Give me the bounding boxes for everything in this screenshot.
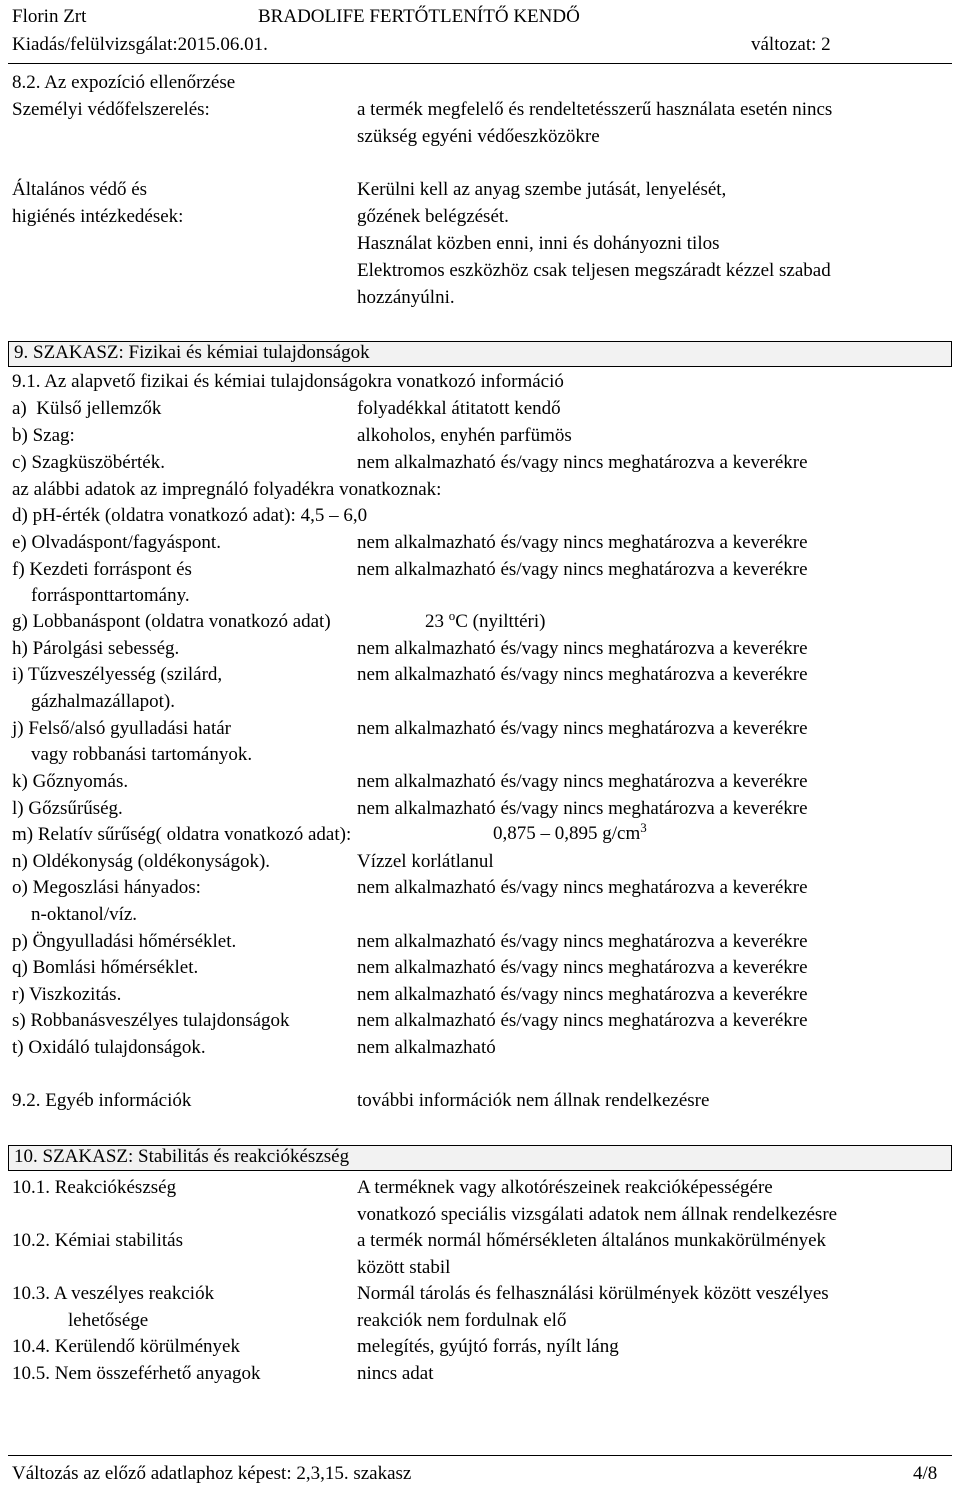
ppe-value-2: szükség egyéni védőeszközökre xyxy=(357,126,600,147)
s102-value-2: között stabil xyxy=(357,1257,451,1278)
hygiene-value-4: Elektromos eszközhöz csak teljesen megszáradt kézzel szabad xyxy=(357,260,831,281)
property-value: alkoholos, enyhén parfümös xyxy=(357,425,572,446)
property-label: p) Öngyulladási hőmérséklet. xyxy=(12,931,237,952)
header-divider xyxy=(8,63,952,64)
s104-value: melegítés, gyújtó forrás, nyílt láng xyxy=(357,1336,619,1357)
property-label: c) Szagküszöbérték. xyxy=(12,452,165,473)
property-value: nem alkalmazható és/vagy nincs meghatározva a keverékre xyxy=(357,664,808,685)
property-label: n) Oldékonyság (oldékonyságok). xyxy=(12,851,271,872)
property-value: nem alkalmazható és/vagy nincs meghatározva a keverékre xyxy=(357,559,808,580)
s103-value-1: Normál tárolás és felhasználási körülmények között veszélyes xyxy=(357,1283,829,1304)
s101-value-2: vonatkozó speciális vizsgálati adatok nem állnak rendelkezésre xyxy=(357,1204,838,1225)
property-label: r) Viszkozitás. xyxy=(12,984,122,1005)
property-label: i) Tűzveszélyesség (szilárd, xyxy=(12,664,223,685)
ppe-label: Személyi védőfelszerelés: xyxy=(12,99,210,120)
property-label: a) Külső jellemzők xyxy=(12,398,162,419)
s101-label: 10.1. Reakciókészség xyxy=(12,1177,177,1198)
property-label: k) Gőznyomás. xyxy=(12,771,129,792)
property-label: m) Relatív sűrűség( oldatra vonatkozó adat): xyxy=(12,824,352,845)
density-value: 0,875 – 0,895 $g/cm^3$ xyxy=(493,820,647,844)
hygiene-value-3: Használat közben enni, inni és dohányozni tilos xyxy=(357,233,720,254)
s102-label: 10.2. Kémiai stabilitás xyxy=(12,1230,183,1251)
property-label: vagy robbanási tartományok. xyxy=(12,744,253,765)
hygiene-value-2: gőzének belégzését. xyxy=(357,206,509,227)
property-value: nem alkalmazható és/vagy nincs meghatározva a keverékre xyxy=(357,638,808,659)
page-number: 4/8 xyxy=(913,1463,938,1484)
s91-subtitle: 9.1. Az alapvető fizikai és kémiai tulajdonságokra vonatkozó információ xyxy=(12,371,564,392)
s103-label-1: 10.3. A veszélyes reakciók xyxy=(12,1283,215,1304)
change-note: Változás az előző adatlaphoz képest: 2,3,15. szakasz xyxy=(12,1463,412,1484)
property-value: folyadékkal átitatott kendő xyxy=(357,398,561,419)
section-9-header xyxy=(8,341,952,367)
s105-label: 10.5. Nem összeférhető anyagok xyxy=(12,1363,261,1384)
s105-value: nincs adat xyxy=(357,1363,434,1384)
hygiene-label-2: higiénés intézkedések: xyxy=(12,206,184,227)
property-label: h) Párolgási sebesség. xyxy=(12,638,180,659)
property-value: nem alkalmazható és/vagy nincs meghatározva a keverékre xyxy=(357,532,808,553)
property-value: nem alkalmazható és/vagy nincs meghatározva a keverékre xyxy=(357,984,808,1005)
property-label: t) Oxidáló tulajdonságok. xyxy=(12,1037,206,1058)
company-name: Florin Zrt xyxy=(12,6,87,27)
hygiene-value-1: Kerülni kell az anyag szembe jutását, lenyelését, xyxy=(357,179,727,200)
s101-value-1: A terméknek vagy alkotórészeinek reakcióképességére xyxy=(357,1177,773,1198)
property-value: nem alkalmazható xyxy=(357,1037,496,1058)
flash-point-value: 23 $^o$C (nyilttéri) xyxy=(425,608,546,632)
property-label: j) Felső/alsó gyulladási határ xyxy=(12,718,231,739)
version: változat: 2 xyxy=(751,34,831,55)
property-label: l) Gőzsűrűség. xyxy=(12,798,123,819)
property-value: nem alkalmazható és/vagy nincs meghatározva a keverékre xyxy=(357,931,808,952)
property-value: nem alkalmazható és/vagy nincs meghatározva a keverékre xyxy=(357,452,808,473)
footer-divider xyxy=(8,1455,952,1456)
property-value: nem alkalmazható és/vagy nincs meghatározva a keverékre xyxy=(357,1010,808,1031)
property-label: f) Kezdeti forráspont és xyxy=(12,559,192,580)
property-label: b) Szag: xyxy=(12,425,75,446)
hygiene-value-5: hozzányúlni. xyxy=(357,287,455,308)
hygiene-label-1: Általános védő és xyxy=(12,179,148,200)
section-10-title: 10. SZAKASZ: Stabilitás és reakciókészség xyxy=(14,1146,350,1167)
property-label: forrásponttartomány. xyxy=(12,585,190,606)
property-value: nem alkalmazható és/vagy nincs meghatározva a keverékre xyxy=(357,771,808,792)
s102-value-1: a termék normál hőmérsékleten általános munkakörülmények xyxy=(357,1230,827,1251)
property-label: n-oktanol/víz. xyxy=(12,904,138,925)
property-label: d) pH-érték (oldatra vonatkozó adat): 4,5 – 6,0 xyxy=(12,505,368,526)
property-label: o) Megoszlási hányados: xyxy=(12,877,201,898)
section-10-header xyxy=(8,1145,952,1171)
density-exponent: 3 xyxy=(640,820,647,835)
property-value: Vízzel korlátlanul xyxy=(357,851,494,872)
property-label: az alábbi adatok az impregnáló folyadékra vonatkoznak: xyxy=(12,479,442,500)
product-name: BRADOLIFE FERTŐTLENÍTŐ KENDŐ xyxy=(258,6,580,27)
s104-label: 10.4. Kerülendő körülmények xyxy=(12,1336,240,1357)
s103-label-2: lehetősége xyxy=(68,1310,149,1331)
property-label: q) Bomlási hőmérséklet. xyxy=(12,957,199,978)
property-value: nem alkalmazható és/vagy nincs meghatározva a keverékre xyxy=(357,877,808,898)
s92-value: további információk nem állnak rendelkezésre xyxy=(357,1090,710,1111)
issue-date: Kiadás/felülvizsgálat:2015.06.01. xyxy=(12,34,268,55)
s92-label: 9.2. Egyéb információk xyxy=(12,1090,192,1111)
property-label: gázhalmazállapot). xyxy=(12,691,176,712)
property-value: nem alkalmazható és/vagy nincs meghatározva a keverékre xyxy=(357,718,808,739)
s82-title: 8.2. Az expozíció ellenőrzése xyxy=(12,72,236,93)
property-label: e) Olvadáspont/fagyáspont. xyxy=(12,532,221,553)
property-label: g) Lobbanáspont (oldatra vonatkozó adat) xyxy=(12,611,331,632)
s103-value-2: reakciók nem fordulnak elő xyxy=(357,1310,567,1331)
property-label: s) Robbanásveszélyes tulajdonságok xyxy=(12,1010,290,1031)
property-value: nem alkalmazható és/vagy nincs meghatározva a keverékre xyxy=(357,957,808,978)
ppe-value-1: a termék megfelelő és rendeltetésszerű használata esetén nincs xyxy=(357,99,833,120)
section-9-title: 9. SZAKASZ: Fizikai és kémiai tulajdonságok xyxy=(14,342,370,363)
degree-sign: o xyxy=(448,608,456,623)
property-value: nem alkalmazható és/vagy nincs meghatározva a keverékre xyxy=(357,798,808,819)
